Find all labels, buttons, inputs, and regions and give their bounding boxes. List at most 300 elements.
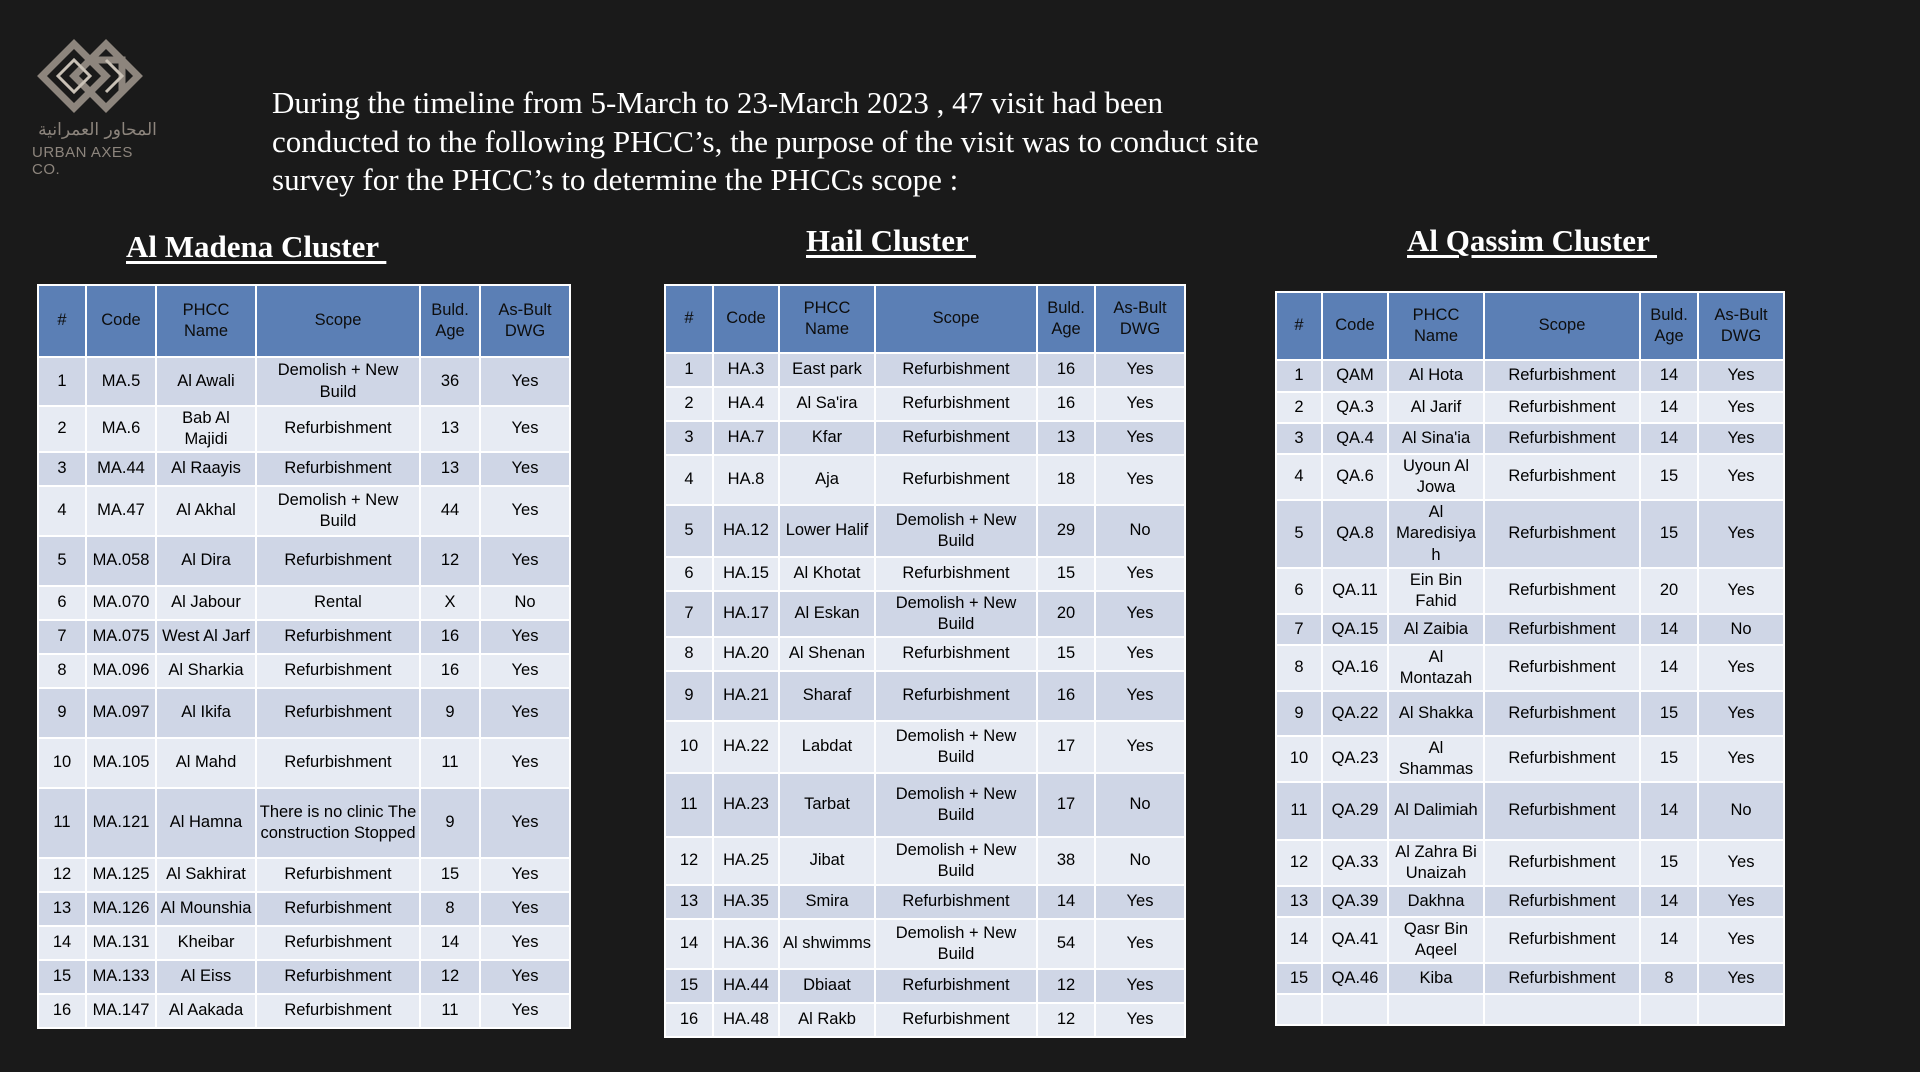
cell-phcc-name: Al Sina'ia xyxy=(1388,423,1484,454)
table-row xyxy=(665,837,1185,885)
cell-scope: Refurbishment xyxy=(256,960,420,994)
cell-buld-age: 12 xyxy=(1037,1003,1095,1037)
cell-phcc-name: Al Jarif xyxy=(1388,392,1484,423)
cell-as-built-dwg: No xyxy=(1095,505,1185,557)
cell-phcc-name: Kfar xyxy=(779,421,875,455)
col-header-as-built-dwg: As-Bult DWG xyxy=(1698,292,1784,360)
cell-phcc-name: Jibat xyxy=(779,837,875,885)
logo-english-text: URBAN AXES CO. xyxy=(32,144,133,178)
cell-as-built-dwg: Yes xyxy=(1698,963,1784,994)
cell-number: 4 xyxy=(38,486,86,536)
cell-as-built-dwg: Yes xyxy=(1698,691,1784,736)
cell-as-built-dwg: Yes xyxy=(480,620,570,654)
cell-buld-age: X xyxy=(420,586,480,620)
table-row xyxy=(665,773,1185,837)
cell-scope: Refurbishment xyxy=(256,452,420,486)
cell-as-built-dwg: Yes xyxy=(1698,500,1784,568)
cell-phcc-name: Dakhna xyxy=(1388,886,1484,917)
cell-number: 5 xyxy=(38,536,86,586)
cell-buld-age: 12 xyxy=(420,536,480,586)
cell-code: HA.4 xyxy=(713,387,779,421)
cell-scope: Refurbishment xyxy=(256,926,420,960)
col-header-buld-age: Buld. Age xyxy=(1640,292,1698,360)
cell-as-built-dwg xyxy=(1698,994,1784,1025)
table-row xyxy=(38,586,570,620)
cell-scope: Refurbishment xyxy=(875,1003,1037,1037)
cell-number: 11 xyxy=(1276,782,1322,840)
cell-code: HA.7 xyxy=(713,421,779,455)
cell-code: HA.44 xyxy=(713,969,779,1003)
cell-code: HA.23 xyxy=(713,773,779,837)
cell-buld-age: 54 xyxy=(1037,919,1095,969)
cell-code: MA.096 xyxy=(86,654,156,688)
cell-phcc-name: Al Aakada xyxy=(156,994,256,1028)
cell-phcc-name: Al Khotat xyxy=(779,557,875,591)
cell-buld-age: 44 xyxy=(420,486,480,536)
table-row xyxy=(38,960,570,994)
col-header-phcc-name: PHCC Name xyxy=(779,285,875,353)
cell-scope: Refurbishment xyxy=(875,637,1037,671)
cell-phcc-name: Dbiaat xyxy=(779,969,875,1003)
cell-scope xyxy=(1484,994,1640,1025)
cell-as-built-dwg: Yes xyxy=(1095,557,1185,591)
cell-scope: Refurbishment xyxy=(875,671,1037,721)
cell-number: 9 xyxy=(1276,691,1322,736)
table-row xyxy=(665,671,1185,721)
cell-scope: Refurbishment xyxy=(1484,963,1640,994)
cell-as-built-dwg: Yes xyxy=(480,452,570,486)
cell-phcc-name: Al Ikifa xyxy=(156,688,256,738)
cell-scope: Refurbishment xyxy=(875,455,1037,505)
cell-buld-age: 16 xyxy=(420,654,480,688)
cell-as-built-dwg: Yes xyxy=(1095,885,1185,919)
cell-phcc-name: Qasr Bin Aqeel xyxy=(1388,917,1484,963)
cell-code: HA.22 xyxy=(713,721,779,773)
cell-code: HA.48 xyxy=(713,1003,779,1037)
cell-scope: Refurbishment xyxy=(875,969,1037,1003)
cell-phcc-name: Al Dira xyxy=(156,536,256,586)
cell-number: 14 xyxy=(38,926,86,960)
cell-buld-age: 16 xyxy=(1037,387,1095,421)
cell-phcc-name: Al Rakb xyxy=(779,1003,875,1037)
cell-code: MA.131 xyxy=(86,926,156,960)
cell-phcc-name: Smira xyxy=(779,885,875,919)
cell-number: 13 xyxy=(665,885,713,919)
cell-as-built-dwg: Yes xyxy=(480,688,570,738)
cell-code: HA.8 xyxy=(713,455,779,505)
cell-number: 7 xyxy=(665,591,713,637)
cell-buld-age: 14 xyxy=(1640,782,1698,840)
cell-buld-age: 20 xyxy=(1640,568,1698,614)
table-row xyxy=(38,357,570,406)
table-row xyxy=(1276,360,1784,392)
table-row xyxy=(665,969,1185,1003)
table-row xyxy=(665,1003,1185,1037)
cell-number: 12 xyxy=(665,837,713,885)
cell-phcc-name: Lower Halif xyxy=(779,505,875,557)
cell-as-built-dwg: Yes xyxy=(480,406,570,452)
cell-number: 10 xyxy=(1276,736,1322,782)
cell-phcc-name: Bab Al Majidi xyxy=(156,406,256,452)
cell-code: MA.44 xyxy=(86,452,156,486)
cell-scope: Refurbishment xyxy=(875,557,1037,591)
col-header-code: Code xyxy=(713,285,779,353)
cell-phcc-name: East park xyxy=(779,353,875,387)
cell-number: 16 xyxy=(38,994,86,1028)
cell-number: 6 xyxy=(1276,568,1322,614)
cell-as-built-dwg: Yes xyxy=(1698,645,1784,691)
table-row xyxy=(38,406,570,452)
cell-buld-age: 11 xyxy=(420,738,480,788)
cell-code: MA.126 xyxy=(86,892,156,926)
cell-as-built-dwg: Yes xyxy=(1095,919,1185,969)
cell-as-built-dwg: No xyxy=(1095,773,1185,837)
cell-number: 4 xyxy=(1276,454,1322,500)
cell-phcc-name: Al Zahra Bi Unaizah xyxy=(1388,840,1484,886)
table-row xyxy=(1276,886,1784,917)
table-row xyxy=(38,926,570,960)
cell-buld-age: 9 xyxy=(420,688,480,738)
cell-buld-age: 29 xyxy=(1037,505,1095,557)
cell-scope: Refurbishment xyxy=(1484,736,1640,782)
cell-code: QA.41 xyxy=(1322,917,1388,963)
cell-as-built-dwg: Yes xyxy=(480,738,570,788)
cell-number xyxy=(1276,994,1322,1025)
logo-arabic-text: المحاور العمرانية xyxy=(38,120,157,140)
cell-scope: Refurbishment xyxy=(256,892,420,926)
cell-scope: Demolish + New Build xyxy=(256,357,420,406)
cell-code: QA.11 xyxy=(1322,568,1388,614)
cell-as-built-dwg: No xyxy=(1095,837,1185,885)
cell-scope: Refurbishment xyxy=(1484,360,1640,392)
cell-phcc-name: Al Dalimiah xyxy=(1388,782,1484,840)
cell-buld-age: 9 xyxy=(420,788,480,858)
table-row xyxy=(1276,917,1784,963)
cell-phcc-name: Al Zaibia xyxy=(1388,614,1484,645)
cell-as-built-dwg: Yes xyxy=(1698,568,1784,614)
col-header-code: Code xyxy=(86,285,156,357)
table-row xyxy=(665,455,1185,505)
cell-phcc-name: Kheibar xyxy=(156,926,256,960)
cell-buld-age: 36 xyxy=(420,357,480,406)
cell-as-built-dwg: No xyxy=(480,586,570,620)
cell-number: 16 xyxy=(665,1003,713,1037)
cell-scope: Refurbishment xyxy=(1484,917,1640,963)
cell-code: QAM xyxy=(1322,360,1388,392)
cell-number: 11 xyxy=(38,788,86,858)
cell-phcc-name: Al Shakka xyxy=(1388,691,1484,736)
cell-as-built-dwg: Yes xyxy=(1095,969,1185,1003)
cell-number: 3 xyxy=(1276,423,1322,454)
cell-code: HA.15 xyxy=(713,557,779,591)
cell-scope: Refurbishment xyxy=(1484,782,1640,840)
cell-phcc-name: Al Mahd xyxy=(156,738,256,788)
cell-number: 14 xyxy=(665,919,713,969)
cell-code: MA.6 xyxy=(86,406,156,452)
cell-scope: Refurbishment xyxy=(1484,454,1640,500)
cell-as-built-dwg: Yes xyxy=(1698,886,1784,917)
table-row xyxy=(1276,454,1784,500)
cell-as-built-dwg: Yes xyxy=(1095,591,1185,637)
cell-phcc-name: West Al Jarf xyxy=(156,620,256,654)
cell-buld-age: 13 xyxy=(420,406,480,452)
cell-scope: Demolish + New Build xyxy=(256,486,420,536)
cell-as-built-dwg: Yes xyxy=(1698,454,1784,500)
cell-number: 2 xyxy=(1276,392,1322,423)
cell-scope: Refurbishment xyxy=(1484,500,1640,568)
cell-buld-age: 20 xyxy=(1037,591,1095,637)
table-row xyxy=(38,620,570,654)
cell-buld-age: 12 xyxy=(420,960,480,994)
intro-paragraph: During the timeline from 5-March to 23-March 2023 , 47 visit had been conducted to the following PHCC’s, the purpose of the visit was to conduct site survey for the PHCC’s to determine the PHCCs scope : xyxy=(272,85,1259,197)
cell-code: QA.22 xyxy=(1322,691,1388,736)
cell-code: QA.46 xyxy=(1322,963,1388,994)
table-row xyxy=(1276,645,1784,691)
cell-scope: Refurbishment xyxy=(256,536,420,586)
cell-scope: Refurbishment xyxy=(1484,614,1640,645)
cell-as-built-dwg: Yes xyxy=(480,536,570,586)
table-row xyxy=(1276,840,1784,886)
cell-as-built-dwg: Yes xyxy=(1095,637,1185,671)
cell-scope: Refurbishment xyxy=(256,688,420,738)
cell-buld-age: 14 xyxy=(1640,392,1698,423)
cell-scope: Refurbishment xyxy=(875,387,1037,421)
table-header-row xyxy=(1276,292,1784,360)
col-header-as-built-dwg: As-Bult DWG xyxy=(480,285,570,357)
logo-mark-icon xyxy=(34,30,158,120)
cell-number: 3 xyxy=(38,452,86,486)
cell-as-built-dwg: Yes xyxy=(1095,455,1185,505)
cluster-title-madena: Al Madena Cluster xyxy=(126,229,387,264)
hail-cluster-table xyxy=(664,284,1186,1038)
cell-code: HA.36 xyxy=(713,919,779,969)
cell-code: HA.20 xyxy=(713,637,779,671)
cell-code: MA.147 xyxy=(86,994,156,1028)
cell-phcc-name: Al Montazah xyxy=(1388,645,1484,691)
table-row xyxy=(1276,994,1784,1025)
cell-buld-age: 17 xyxy=(1037,773,1095,837)
cell-buld-age: 16 xyxy=(420,620,480,654)
cell-as-built-dwg: Yes xyxy=(480,654,570,688)
cell-as-built-dwg: Yes xyxy=(1095,353,1185,387)
table-row xyxy=(38,452,570,486)
cell-phcc-name: Al Awali xyxy=(156,357,256,406)
cell-buld-age: 11 xyxy=(420,994,480,1028)
cell-as-built-dwg: Yes xyxy=(1698,392,1784,423)
cell-phcc-name: Al Shammas xyxy=(1388,736,1484,782)
cell-number: 7 xyxy=(38,620,86,654)
cell-as-built-dwg: Yes xyxy=(480,994,570,1028)
cell-as-built-dwg: Yes xyxy=(480,357,570,406)
col-header-scope: Scope xyxy=(1484,292,1640,360)
cell-buld-age: 17 xyxy=(1037,721,1095,773)
cell-buld-age: 15 xyxy=(1640,691,1698,736)
table-row xyxy=(665,557,1185,591)
cell-number: 1 xyxy=(1276,360,1322,392)
cell-phcc-name: Al Eiss xyxy=(156,960,256,994)
cell-scope: Rental xyxy=(256,586,420,620)
cell-as-built-dwg: No xyxy=(1698,614,1784,645)
cell-number: 2 xyxy=(665,387,713,421)
cell-number: 3 xyxy=(665,421,713,455)
table-row xyxy=(38,536,570,586)
cell-buld-age: 16 xyxy=(1037,353,1095,387)
cell-phcc-name: Uyoun Al Jowa xyxy=(1388,454,1484,500)
cell-scope: Refurbishment xyxy=(256,406,420,452)
cell-scope: Demolish + New Build xyxy=(875,721,1037,773)
cell-number: 8 xyxy=(665,637,713,671)
table-row xyxy=(665,421,1185,455)
cell-scope: Refurbishment xyxy=(875,353,1037,387)
cell-number: 12 xyxy=(38,858,86,892)
cell-code: MA.075 xyxy=(86,620,156,654)
cell-number: 9 xyxy=(665,671,713,721)
table-row xyxy=(1276,423,1784,454)
cell-number: 1 xyxy=(665,353,713,387)
table-header-row xyxy=(38,285,570,357)
cell-code: MA.47 xyxy=(86,486,156,536)
col-header-scope: Scope xyxy=(875,285,1037,353)
cell-as-built-dwg: Yes xyxy=(480,926,570,960)
cell-phcc-name: Al Shenan xyxy=(779,637,875,671)
cell-phcc-name: Al Hota xyxy=(1388,360,1484,392)
cell-as-built-dwg: Yes xyxy=(480,788,570,858)
cell-code: HA.12 xyxy=(713,505,779,557)
table-row xyxy=(1276,392,1784,423)
table-row xyxy=(665,637,1185,671)
col-header-number: # xyxy=(38,285,86,357)
cell-code: QA.8 xyxy=(1322,500,1388,568)
cell-code: QA.39 xyxy=(1322,886,1388,917)
cell-scope: Refurbishment xyxy=(256,620,420,654)
col-header-buld-age: Buld. Age xyxy=(1037,285,1095,353)
cell-phcc-name: Al Sa'ira xyxy=(779,387,875,421)
cell-buld-age: 14 xyxy=(1640,645,1698,691)
cluster-title-hail: Hail Cluster xyxy=(806,223,976,258)
cell-code: QA.33 xyxy=(1322,840,1388,886)
cell-buld-age: 15 xyxy=(1640,840,1698,886)
cell-buld-age: 14 xyxy=(1037,885,1095,919)
cell-buld-age: 15 xyxy=(1640,454,1698,500)
cell-phcc-name: Al Sharkia xyxy=(156,654,256,688)
cell-buld-age: 16 xyxy=(1037,671,1095,721)
table-row xyxy=(38,994,570,1028)
col-header-number: # xyxy=(1276,292,1322,360)
cell-phcc-name: Kiba xyxy=(1388,963,1484,994)
cell-as-built-dwg: Yes xyxy=(1698,736,1784,782)
cell-number: 13 xyxy=(38,892,86,926)
cell-buld-age: 14 xyxy=(1640,423,1698,454)
cell-scope: Refurbishment xyxy=(256,994,420,1028)
cell-code: MA.121 xyxy=(86,788,156,858)
table-row xyxy=(38,738,570,788)
table-row xyxy=(38,688,570,738)
cell-number: 12 xyxy=(1276,840,1322,886)
table-row xyxy=(665,591,1185,637)
cell-number: 4 xyxy=(665,455,713,505)
table-row xyxy=(665,721,1185,773)
qassim-cluster-table xyxy=(1275,291,1785,1026)
table-row xyxy=(1276,614,1784,645)
cell-buld-age: 14 xyxy=(1640,886,1698,917)
cell-scope: Demolish + New Build xyxy=(875,773,1037,837)
cell-phcc-name xyxy=(1388,994,1484,1025)
cell-as-built-dwg: Yes xyxy=(1698,423,1784,454)
cell-number: 5 xyxy=(1276,500,1322,568)
cell-code: HA.3 xyxy=(713,353,779,387)
table-row xyxy=(1276,500,1784,568)
cell-scope: Refurbishment xyxy=(1484,645,1640,691)
cell-phcc-name: Sharaf xyxy=(779,671,875,721)
cell-buld-age: 8 xyxy=(420,892,480,926)
cell-as-built-dwg: Yes xyxy=(1698,360,1784,392)
cell-buld-age: 13 xyxy=(420,452,480,486)
cell-buld-age: 15 xyxy=(1640,500,1698,568)
cell-code: QA.29 xyxy=(1322,782,1388,840)
col-header-phcc-name: PHCC Name xyxy=(1388,292,1484,360)
cell-code: QA.16 xyxy=(1322,645,1388,691)
cell-phcc-name: Al Hamna xyxy=(156,788,256,858)
col-header-scope: Scope xyxy=(256,285,420,357)
table-row xyxy=(38,858,570,892)
cell-number: 10 xyxy=(665,721,713,773)
col-header-buld-age: Buld. Age xyxy=(420,285,480,357)
cell-phcc-name: Aja xyxy=(779,455,875,505)
cell-code: HA.21 xyxy=(713,671,779,721)
cell-number: 15 xyxy=(665,969,713,1003)
table-row xyxy=(1276,691,1784,736)
table-header-row xyxy=(665,285,1185,353)
cell-code: HA.25 xyxy=(713,837,779,885)
cell-number: 15 xyxy=(1276,963,1322,994)
cell-number: 15 xyxy=(38,960,86,994)
cell-phcc-name: Al Jabour xyxy=(156,586,256,620)
col-header-number: # xyxy=(665,285,713,353)
cell-code: MA.125 xyxy=(86,858,156,892)
cell-buld-age xyxy=(1640,994,1698,1025)
table-row xyxy=(38,486,570,536)
cell-code: MA.097 xyxy=(86,688,156,738)
cell-as-built-dwg: Yes xyxy=(1095,421,1185,455)
cell-buld-age: 8 xyxy=(1640,963,1698,994)
cell-number: 13 xyxy=(1276,886,1322,917)
cell-buld-age: 14 xyxy=(1640,917,1698,963)
cell-as-built-dwg: Yes xyxy=(1095,1003,1185,1037)
cell-code: QA.3 xyxy=(1322,392,1388,423)
cell-as-built-dwg: Yes xyxy=(480,960,570,994)
madena-cluster-table xyxy=(37,284,571,1029)
cell-buld-age: 15 xyxy=(1640,736,1698,782)
cell-code xyxy=(1322,994,1388,1025)
cell-buld-age: 15 xyxy=(420,858,480,892)
cell-buld-age: 15 xyxy=(1037,637,1095,671)
table-row xyxy=(665,353,1185,387)
cell-code: HA.35 xyxy=(713,885,779,919)
cell-as-built-dwg: Yes xyxy=(1095,721,1185,773)
cell-scope: Refurbishment xyxy=(1484,840,1640,886)
cell-code: HA.17 xyxy=(713,591,779,637)
cell-number: 1 xyxy=(38,357,86,406)
cell-number: 14 xyxy=(1276,917,1322,963)
col-header-as-built-dwg: As-Bult DWG xyxy=(1095,285,1185,353)
cell-number: 9 xyxy=(38,688,86,738)
cell-number: 10 xyxy=(38,738,86,788)
cell-scope: Demolish + New Build xyxy=(875,919,1037,969)
cell-buld-age: 13 xyxy=(1037,421,1095,455)
cell-as-built-dwg: Yes xyxy=(480,486,570,536)
cell-code: MA.058 xyxy=(86,536,156,586)
cell-scope: Refurbishment xyxy=(875,885,1037,919)
